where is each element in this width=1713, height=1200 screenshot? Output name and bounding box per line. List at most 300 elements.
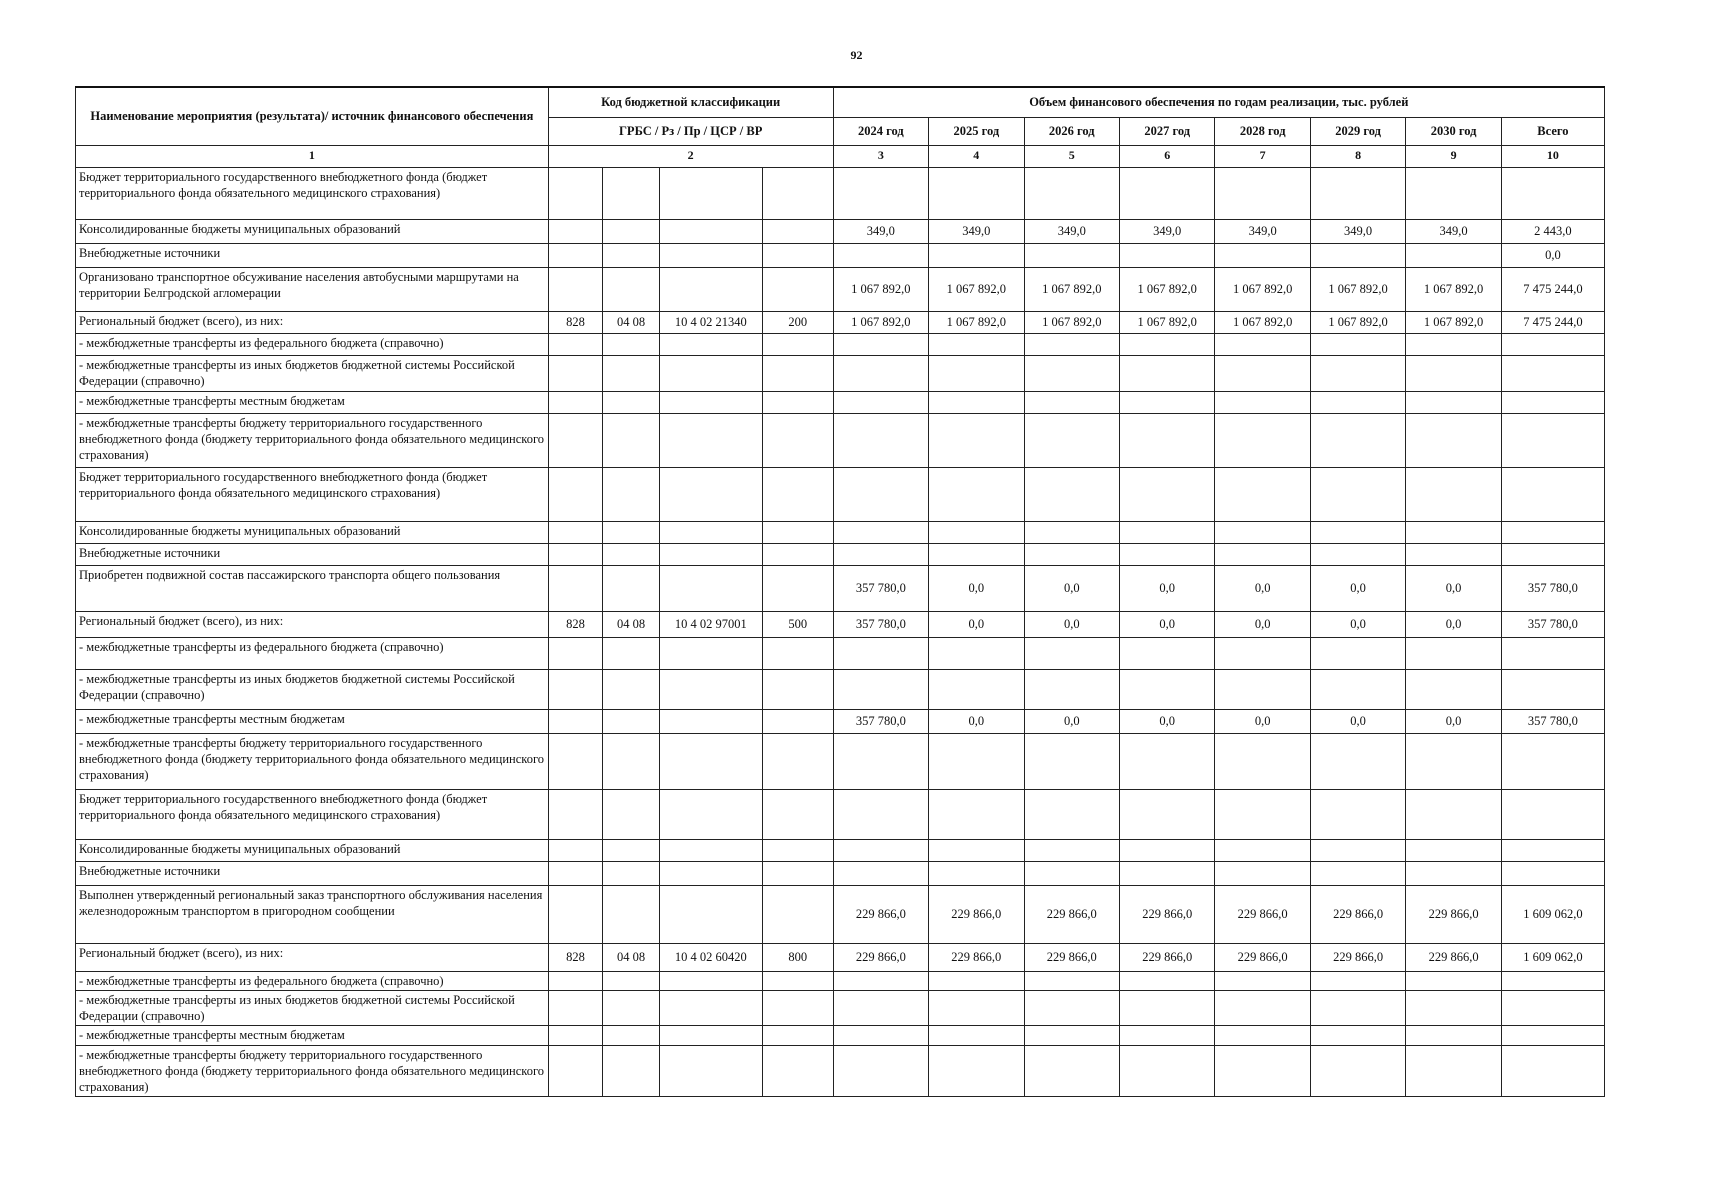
code-rz-pr: 04 08 (603, 311, 660, 333)
value-year (1215, 243, 1310, 267)
value-year: 1 067 892,0 (929, 267, 1024, 311)
value-year (929, 1026, 1024, 1045)
value-year: 229 866,0 (1406, 885, 1501, 943)
value-year (1406, 861, 1501, 885)
code-rz-pr (603, 267, 660, 311)
code-rz-pr (603, 243, 660, 267)
value-total (1501, 543, 1604, 565)
value-year: 0,0 (1310, 709, 1405, 733)
row-name: - межбюджетные трансферты из федерального бюджета (справочно) (76, 637, 549, 669)
value-total (1501, 789, 1604, 839)
value-year (1310, 1026, 1405, 1045)
row-name: - межбюджетные трансферты местным бюджетам (76, 709, 549, 733)
code-vr (762, 637, 833, 669)
code-rz-pr (603, 733, 660, 789)
value-year (1215, 839, 1310, 861)
value-year (1119, 669, 1214, 709)
code-rz-pr (603, 709, 660, 733)
value-total (1501, 521, 1604, 543)
table-row (76, 413, 1605, 467)
header-volume-group: Объем финансового обеспечения по годам реализации, тыс. рублей (833, 87, 1604, 117)
value-year (833, 391, 928, 413)
value-year (929, 543, 1024, 565)
table-row (76, 1045, 1605, 1097)
value-year (1406, 669, 1501, 709)
value-year (1024, 1045, 1119, 1097)
value-year: 229 866,0 (1119, 885, 1214, 943)
value-total (1501, 413, 1604, 467)
code-vr (762, 709, 833, 733)
value-year (1119, 971, 1214, 990)
value-year: 229 866,0 (1024, 885, 1119, 943)
value-year: 0,0 (1406, 565, 1501, 611)
column-number: 6 (1119, 145, 1214, 167)
code-csr (659, 167, 762, 219)
code-csr (659, 990, 762, 1026)
code-vr (762, 565, 833, 611)
header-name-col: Наименование мероприятия (результата)/ источник финансового обеспечения (76, 87, 549, 145)
value-year (833, 243, 928, 267)
row-name: - межбюджетные трансферты из федерального бюджета (справочно) (76, 333, 549, 355)
code-vr (762, 1045, 833, 1097)
value-year: 229 866,0 (1310, 885, 1405, 943)
row-name: Внебюджетные источники (76, 861, 549, 885)
value-year (1119, 1045, 1214, 1097)
table-row (76, 219, 1605, 243)
value-year (833, 789, 928, 839)
value-year: 0,0 (1310, 565, 1405, 611)
value-year (1024, 543, 1119, 565)
code-grbs (548, 669, 603, 709)
value-total (1501, 167, 1604, 219)
value-year: 1 067 892,0 (1310, 267, 1405, 311)
code-grbs (548, 267, 603, 311)
value-year: 0,0 (1024, 611, 1119, 637)
table-body (76, 167, 1605, 1097)
value-year: 349,0 (1406, 219, 1501, 243)
column-number: 7 (1215, 145, 1310, 167)
value-year (929, 733, 1024, 789)
value-year (1406, 789, 1501, 839)
value-year (1024, 733, 1119, 789)
value-total (1501, 990, 1604, 1026)
value-year (1119, 355, 1214, 391)
value-year (929, 637, 1024, 669)
header-year: 2025 год (929, 117, 1024, 145)
value-year (1024, 637, 1119, 669)
value-year (929, 861, 1024, 885)
code-vr (762, 789, 833, 839)
value-year (1310, 1045, 1405, 1097)
value-year: 1 067 892,0 (1119, 311, 1214, 333)
value-year (1215, 861, 1310, 885)
code-csr: 10 4 02 97001 (659, 611, 762, 637)
code-grbs (548, 543, 603, 565)
value-year (1119, 243, 1214, 267)
value-year (833, 839, 928, 861)
value-year (1119, 167, 1214, 219)
header-year: 2026 год (1024, 117, 1119, 145)
code-csr (659, 839, 762, 861)
code-vr (762, 861, 833, 885)
value-year (1119, 733, 1214, 789)
value-year (833, 413, 928, 467)
code-csr (659, 267, 762, 311)
row-name: Региональный бюджет (всего), из них: (76, 311, 549, 333)
value-year (929, 333, 1024, 355)
code-vr (762, 521, 833, 543)
row-name: Приобретен подвижной состав пассажирского транспорта общего пользования (76, 565, 549, 611)
code-vr (762, 839, 833, 861)
row-name: - межбюджетные трансферты бюджету территориального государственного внебюджетного фонда (бюджету территориального фонда обязательного медицинского страхования) (76, 413, 549, 467)
value-year (929, 243, 1024, 267)
code-rz-pr (603, 1026, 660, 1045)
value-year: 1 067 892,0 (833, 267, 928, 311)
value-total: 357 780,0 (1501, 611, 1604, 637)
table-row (76, 167, 1605, 219)
value-year (1310, 733, 1405, 789)
value-year (1024, 861, 1119, 885)
table-row (76, 669, 1605, 709)
column-number: 4 (929, 145, 1024, 167)
value-year (929, 167, 1024, 219)
code-grbs (548, 839, 603, 861)
value-year (1215, 733, 1310, 789)
value-year (1119, 521, 1214, 543)
code-rz-pr: 04 08 (603, 611, 660, 637)
value-year: 229 866,0 (1310, 943, 1405, 971)
code-rz-pr (603, 565, 660, 611)
value-year: 349,0 (833, 219, 928, 243)
table-row (76, 861, 1605, 885)
code-csr (659, 333, 762, 355)
value-year: 229 866,0 (929, 885, 1024, 943)
code-csr (659, 543, 762, 565)
value-year (1024, 333, 1119, 355)
code-rz-pr (603, 789, 660, 839)
code-csr (659, 355, 762, 391)
value-year (833, 990, 928, 1026)
value-year (1215, 333, 1310, 355)
table-row (76, 709, 1605, 733)
value-year (929, 521, 1024, 543)
column-number: 9 (1406, 145, 1501, 167)
row-name: - межбюджетные трансферты из иных бюджетов бюджетной системы Российской Федерации (справочно) (76, 355, 549, 391)
value-total (1501, 733, 1604, 789)
value-year: 0,0 (1215, 565, 1310, 611)
value-year (1024, 355, 1119, 391)
value-year (833, 543, 928, 565)
code-grbs (548, 355, 603, 391)
value-year (833, 637, 928, 669)
value-year (833, 1026, 928, 1045)
row-name: Бюджет территориального государственного внебюджетного фонда (бюджет территориального фонда обязательного медицинского страхования) (76, 789, 549, 839)
value-year: 229 866,0 (1406, 943, 1501, 971)
code-grbs (548, 885, 603, 943)
value-total: 7 475 244,0 (1501, 267, 1604, 311)
value-year (833, 521, 928, 543)
code-rz-pr (603, 167, 660, 219)
value-year (1310, 243, 1405, 267)
value-total: 7 475 244,0 (1501, 311, 1604, 333)
value-total: 2 443,0 (1501, 219, 1604, 243)
value-year (833, 733, 928, 789)
value-total (1501, 1026, 1604, 1045)
value-year (1119, 391, 1214, 413)
code-grbs (548, 709, 603, 733)
value-year (1119, 1026, 1214, 1045)
code-vr (762, 167, 833, 219)
row-name: Региональный бюджет (всего), из них: (76, 611, 549, 637)
code-rz-pr (603, 637, 660, 669)
value-year: 229 866,0 (833, 885, 928, 943)
table-row (76, 391, 1605, 413)
value-year (1310, 543, 1405, 565)
value-year (1406, 413, 1501, 467)
value-year (1310, 669, 1405, 709)
code-grbs (548, 333, 603, 355)
table-row (76, 467, 1605, 521)
code-grbs (548, 467, 603, 521)
table-row (76, 733, 1605, 789)
value-year (1215, 521, 1310, 543)
column-number: 10 (1501, 145, 1604, 167)
code-csr (659, 391, 762, 413)
value-year (1119, 861, 1214, 885)
code-grbs: 828 (548, 943, 603, 971)
value-year (1406, 971, 1501, 990)
row-name: - межбюджетные трансферты местным бюджетам (76, 391, 549, 413)
value-total (1501, 355, 1604, 391)
value-year: 1 067 892,0 (1406, 267, 1501, 311)
value-year: 349,0 (1119, 219, 1214, 243)
value-year: 0,0 (1406, 709, 1501, 733)
value-total: 357 780,0 (1501, 565, 1604, 611)
page-number: 92 (850, 48, 863, 62)
column-number: 8 (1310, 145, 1405, 167)
value-year (1310, 333, 1405, 355)
value-year (1024, 391, 1119, 413)
header-code-sub: ГРБС / Рз / Пр / ЦСР / ВР (548, 117, 833, 145)
code-vr (762, 543, 833, 565)
code-grbs (548, 1026, 603, 1045)
code-csr (659, 669, 762, 709)
code-csr: 10 4 02 60420 (659, 943, 762, 971)
value-year (929, 990, 1024, 1026)
value-year (1024, 1026, 1119, 1045)
value-year (1024, 413, 1119, 467)
value-year: 1 067 892,0 (1024, 311, 1119, 333)
column-number: 2 (548, 145, 833, 167)
value-year (1310, 861, 1405, 885)
code-csr (659, 243, 762, 267)
value-year: 349,0 (929, 219, 1024, 243)
value-year (1024, 990, 1119, 1026)
value-year (833, 861, 928, 885)
code-rz-pr (603, 861, 660, 885)
code-csr (659, 219, 762, 243)
table-row (76, 243, 1605, 267)
value-year: 229 866,0 (1215, 943, 1310, 971)
value-year: 229 866,0 (833, 943, 928, 971)
code-rz-pr (603, 1045, 660, 1097)
code-vr (762, 267, 833, 311)
value-year (1215, 1026, 1310, 1045)
value-year: 229 866,0 (1119, 943, 1214, 971)
table-row (76, 943, 1605, 971)
value-year (1310, 521, 1405, 543)
value-year: 1 067 892,0 (929, 311, 1024, 333)
value-year (929, 839, 1024, 861)
code-csr (659, 413, 762, 467)
code-rz-pr (603, 839, 660, 861)
value-year (1024, 167, 1119, 219)
code-csr (659, 733, 762, 789)
row-name: Внебюджетные источники (76, 543, 549, 565)
value-year (929, 391, 1024, 413)
value-year (929, 669, 1024, 709)
code-csr (659, 789, 762, 839)
value-year (1406, 839, 1501, 861)
value-year (1406, 167, 1501, 219)
row-name: - межбюджетные трансферты бюджету территориального государственного внебюджетного фонда (бюджету территориального фонда обязательного медицинского страхования) (76, 1045, 549, 1097)
budget-table (75, 86, 1605, 1097)
value-year (1119, 543, 1214, 565)
value-year: 0,0 (929, 565, 1024, 611)
row-name: Внебюджетные источники (76, 243, 549, 267)
value-year (1215, 467, 1310, 521)
code-csr (659, 861, 762, 885)
value-year: 0,0 (1119, 611, 1214, 637)
table-row (76, 611, 1605, 637)
value-year (1215, 971, 1310, 990)
table-row (76, 267, 1605, 311)
value-year: 1 067 892,0 (1310, 311, 1405, 333)
value-year (1215, 789, 1310, 839)
value-year (1215, 391, 1310, 413)
header-year: 2024 год (833, 117, 928, 145)
value-year (1119, 990, 1214, 1026)
table-row (76, 1026, 1605, 1045)
code-rz-pr (603, 543, 660, 565)
header-code-group: Код бюджетной классификации (548, 87, 833, 117)
value-year (1215, 669, 1310, 709)
value-year (1310, 355, 1405, 391)
value-year: 1 067 892,0 (833, 311, 928, 333)
value-year (1310, 413, 1405, 467)
code-grbs: 828 (548, 611, 603, 637)
value-total: 0,0 (1501, 243, 1604, 267)
code-csr (659, 521, 762, 543)
value-year: 349,0 (1024, 219, 1119, 243)
table-row (76, 990, 1605, 1026)
value-year (1024, 839, 1119, 861)
value-year: 0,0 (1406, 611, 1501, 637)
code-vr (762, 971, 833, 990)
value-year (833, 333, 928, 355)
value-total (1501, 391, 1604, 413)
value-year (1119, 413, 1214, 467)
code-grbs (548, 391, 603, 413)
value-year (833, 669, 928, 709)
value-year (1215, 1045, 1310, 1097)
code-grbs (548, 733, 603, 789)
table-row (76, 521, 1605, 543)
value-year: 0,0 (1024, 709, 1119, 733)
value-year (1215, 543, 1310, 565)
value-year (1406, 1026, 1501, 1045)
code-grbs (548, 413, 603, 467)
value-year: 0,0 (929, 709, 1024, 733)
value-year (1406, 243, 1501, 267)
value-year: 229 866,0 (1215, 885, 1310, 943)
code-grbs (548, 243, 603, 267)
value-year (1310, 789, 1405, 839)
table-row (76, 885, 1605, 943)
code-csr: 10 4 02 21340 (659, 311, 762, 333)
value-year: 1 067 892,0 (1119, 267, 1214, 311)
value-year (1406, 733, 1501, 789)
code-csr (659, 1026, 762, 1045)
code-grbs: 828 (548, 311, 603, 333)
code-rz-pr: 04 08 (603, 943, 660, 971)
value-year: 357 780,0 (833, 611, 928, 637)
value-year: 357 780,0 (833, 565, 928, 611)
table-row (76, 543, 1605, 565)
code-rz-pr (603, 885, 660, 943)
value-year (1406, 543, 1501, 565)
value-total (1501, 333, 1604, 355)
value-year (1406, 990, 1501, 1026)
column-number: 3 (833, 145, 928, 167)
code-grbs (548, 219, 603, 243)
table-row (76, 789, 1605, 839)
value-year (1119, 839, 1214, 861)
code-grbs (548, 637, 603, 669)
value-total: 1 609 062,0 (1501, 943, 1604, 971)
code-vr (762, 669, 833, 709)
code-rz-pr (603, 990, 660, 1026)
code-vr (762, 733, 833, 789)
row-name: Консолидированные бюджеты муниципальных образований (76, 219, 549, 243)
table-row (76, 355, 1605, 391)
code-csr (659, 709, 762, 733)
value-year: 1 067 892,0 (1215, 267, 1310, 311)
value-year (1024, 521, 1119, 543)
value-year (833, 467, 928, 521)
column-number: 1 (76, 145, 549, 167)
value-total: 357 780,0 (1501, 709, 1604, 733)
value-year (1406, 333, 1501, 355)
code-vr (762, 413, 833, 467)
code-vr (762, 243, 833, 267)
code-vr (762, 1026, 833, 1045)
value-year (1215, 637, 1310, 669)
value-year (1119, 789, 1214, 839)
code-vr (762, 219, 833, 243)
code-rz-pr (603, 971, 660, 990)
value-total (1501, 1045, 1604, 1097)
table-row (76, 971, 1605, 990)
code-csr (659, 971, 762, 990)
code-vr: 800 (762, 943, 833, 971)
value-year (1310, 839, 1405, 861)
value-year (1024, 669, 1119, 709)
header-year: 2027 год (1119, 117, 1214, 145)
row-name: Бюджет территориального государственного внебюджетного фонда (бюджет территориального фонда обязательного медицинского страхования) (76, 167, 549, 219)
value-year (1215, 413, 1310, 467)
value-year (929, 971, 1024, 990)
